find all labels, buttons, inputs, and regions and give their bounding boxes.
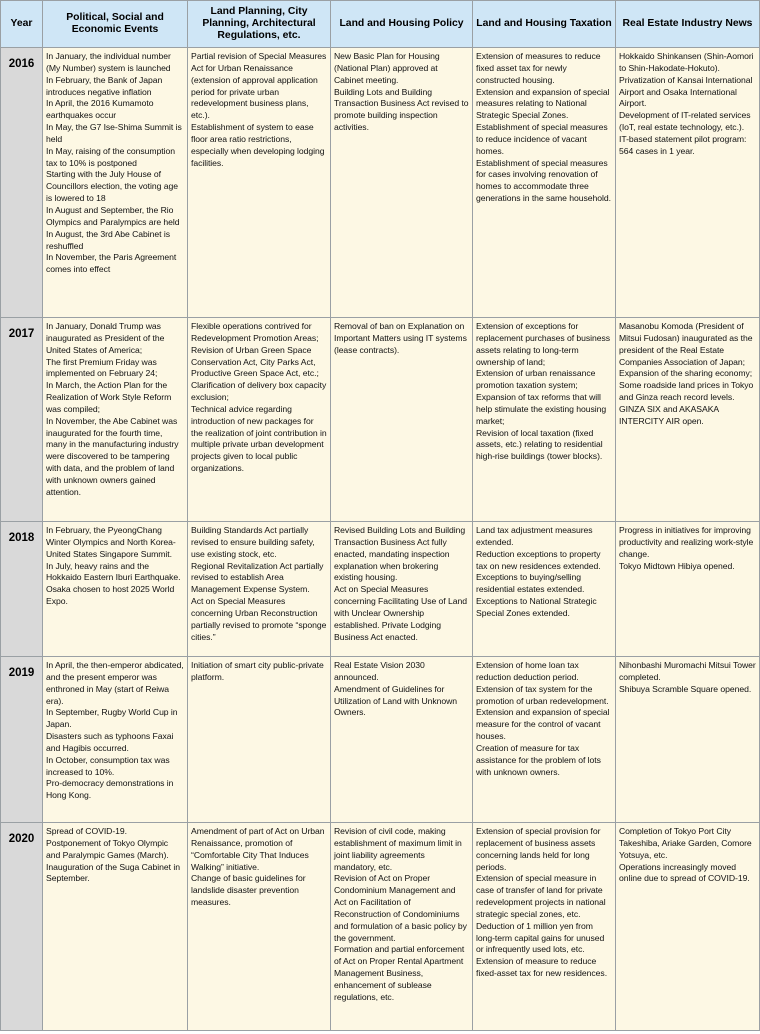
entry-text: In January, Donald Trump was inaugurated as President of the United States of America; <box>46 321 165 355</box>
land-housing-taxation-cell <box>473 522 616 657</box>
entry-text: Osaka chosen to host 2025 World Expo. <box>46 584 175 607</box>
entry-text: In May, the G7 Ise-Shima Summit is held <box>46 122 182 144</box>
entry-text: The first Premium Friday was implemented on February 24; <box>46 356 158 379</box>
table-row-2019 <box>1 657 760 823</box>
entry-text: In November, the Paris Agreement comes into effect <box>46 252 177 275</box>
land-housing-taxation-cell <box>473 48 616 318</box>
entry-text: Extension of home loan tax reduction deduction period. <box>476 660 579 682</box>
real-estate-industry-news-cell <box>616 48 760 318</box>
entry-text: Extension and expansion of special measures relating to National Strategic Special Zones. <box>476 86 610 121</box>
entry-text: Creation of measure for tax assistance for the problem of lots with unknown owners. <box>476 742 601 777</box>
entry-text: GINZA SIX and AKASAKA INTERCITY AIR open. <box>619 403 719 426</box>
entry-text: Postponement of Tokyo Olympic and Paralympic Games (March). <box>46 837 169 860</box>
entry-text: Privatization of Kansai International Airport and Osaka International Airport. <box>619 74 753 109</box>
entry-text: IT-based statement pilot program: 564 cases in 1 year. <box>619 133 747 156</box>
land-housing-policy-cell <box>331 522 473 657</box>
header-land-planning-city-planning: Land Planning, City Planning, Architectural Regulations, etc. <box>188 1 331 48</box>
entry-text: Extension of measure to reduce fixed-asset tax for new residences. <box>476 956 608 979</box>
land-housing-taxation-cell <box>473 657 616 823</box>
entry-text: Amendment of part of Act on Urban Renaissance, promotion of “Comfortable City That Induces Walking” initiative. <box>191 826 325 872</box>
land-housing-policy-cell <box>331 657 473 823</box>
political-social-economic-events-cell <box>43 823 188 1031</box>
header-land-housing-taxation: Land and Housing Taxation <box>473 1 616 48</box>
entry-text: Regional Revitalization Act partially revised to establish Area Management Expense System. <box>191 560 324 595</box>
entry-text: Establishment of system to ease floor area ratio restrictions, especially when developing lodging facilities. <box>191 122 325 168</box>
entry-text: In February, the Bank of Japan introduces negative inflation <box>46 74 163 97</box>
entry-text: Inauguration of the Suga Cabinet in September. <box>46 861 180 884</box>
entry-text: In April, the 2016 Kumamoto earthquakes occur <box>46 98 154 121</box>
entry-text: In March, the Action Plan for the Realization of Work Style Reform was compiled; <box>46 380 172 414</box>
entry-text: Extension of exceptions for replacement purchases of business assets relating to long-term ownership of land; <box>476 321 611 367</box>
year-cell: 2017 <box>1 318 43 522</box>
header-political-social-economic-events: Political, Social and Economic Events <box>43 1 188 48</box>
entry-text: In January, the individual number (My Number) system is launched <box>46 51 171 73</box>
entry-text: Shibuya Scramble Square opened. <box>619 683 752 694</box>
entry-text: Reduction exceptions to property tax on new residences extended. <box>476 548 601 571</box>
year-cell: 2018 <box>1 522 43 657</box>
entry-text: Masanobu Komoda (President of Mitsui Fudosan) inaugurated as the president of the Real Estate Companies Association of Japan; <box>619 321 753 367</box>
political-social-economic-events-cell <box>43 318 188 522</box>
entry-text: Extension of urban renaissance promotion taxation system; <box>476 368 596 391</box>
land-housing-taxation-cell <box>473 823 616 1031</box>
entry-text: Technical advice regarding introduction of new packages for the realization of joint contribution in multiple private urban development projects given to local public organizations. <box>191 403 327 474</box>
entry-text: Act on Special Measures concerning Urban Reconstruction partially revised to promote “sponge cities.” <box>191 596 327 642</box>
entry-text: Expansion of the sharing economy; <box>619 368 753 379</box>
entry-text: Revision of Act on Proper Condominium Management and Act on Facilitation of Reconstruction of Condominiums and formulation of a basic policy by the government. <box>334 873 467 943</box>
entry-text: Real Estate Vision 2030 announced. <box>334 660 425 682</box>
entry-text: In April, the then-emperor abdicated, and the present emperor was enthroned in May (start of Reiwa era). <box>46 660 184 706</box>
header-land-housing-policy: Land and Housing Policy <box>331 1 473 48</box>
entry-text: Formation and partial enforcement of Act on Proper Rental Apartment Management Business, enhancement of sublease regulations, etc. <box>334 944 465 1002</box>
real-estate-industry-news-cell <box>616 522 760 657</box>
entry-text: Hokkaido Shinkansen (Shin-Aomori to Shin-Hakodate-Hokuto). <box>619 51 754 73</box>
land-housing-policy-cell <box>331 48 473 318</box>
entry-text: In May, raising of the consumption tax to 10% is postponed <box>46 145 176 168</box>
land-planning-city-planning-cell <box>188 823 331 1031</box>
entry-text: Revision of local taxation (fixed assets, etc.) relating to residential high-rise buildings (tower blocks). <box>476 427 603 462</box>
entry-text: In October, consumption tax was increased to 10%. <box>46 754 170 777</box>
entry-text: Clarification of delivery box capacity exclusion; <box>191 380 327 403</box>
entry-text: Progress in initiatives for improving productivity and realizing work-style change. <box>619 525 754 559</box>
real-estate-industry-news-cell <box>616 318 760 522</box>
table-row-2016 <box>1 48 760 318</box>
entry-text: Exceptions to National Strategic Special Zones extended. <box>476 596 597 618</box>
entry-text: Land tax adjustment measures extended. <box>476 525 593 547</box>
entry-text: Nihonbashi Muromachi Mitsui Tower completed. <box>619 660 756 682</box>
entry-text: Building Standards Act partially revised to ensure building safety, use existing stock, etc. <box>191 525 315 559</box>
table-row-2018 <box>1 522 760 657</box>
entry-text: Extension and expansion of special measure for the control of vacant houses. <box>476 707 610 742</box>
political-social-economic-events-cell <box>43 522 188 657</box>
entry-text: In August, the 3rd Abe Cabinet is reshuffled <box>46 228 170 251</box>
table-body <box>1 48 760 1031</box>
entry-text: Change of basic guidelines for landslide disaster prevention measures. <box>191 873 306 908</box>
entry-text: Development of IT-related services (IoT, real estate technology, etc.). <box>619 110 751 133</box>
entry-text: Some roadside land prices in Tokyo and Ginza reach record levels. <box>619 380 754 403</box>
entry-text: Starting with the July House of Councillors election, the voting age is lowered to 18 <box>46 169 178 204</box>
header-row <box>1 1 760 48</box>
political-social-economic-events-cell <box>43 48 188 318</box>
entry-text: Deduction of 1 million yen from long-term capital gains for unused or infrequently used lots, etc. <box>476 920 605 955</box>
entry-text: Tokyo Midtown Hibiya opened. <box>619 560 735 571</box>
entry-text: Pro-democracy demonstrations in Hong Kong. <box>46 778 174 801</box>
land-planning-city-planning-cell <box>188 657 331 823</box>
entry-text: In February, the PyeongChang Winter Olympics and North Korea-United States Singapore Summit. <box>46 525 176 559</box>
entry-text: Operations increasingly moved online due to spread of COVID-19. <box>619 861 750 884</box>
entry-text: Establishment of special measures for cases involving renovation of homes to accommodate three generations in the same household. <box>476 157 611 204</box>
real-estate-industry-news-cell <box>616 657 760 823</box>
land-planning-city-planning-cell <box>188 318 331 522</box>
table-row-2020 <box>1 823 760 1031</box>
entry-text: Extension of special provision for replacement of business assets concerning lands held for long periods. <box>476 826 601 872</box>
land-housing-policy-cell <box>331 823 473 1031</box>
header-real-estate-industry-news: Real Estate Industry News <box>616 1 760 48</box>
entry-text: New Basic Plan for Housing (National Plan) approved at Cabinet meeting. <box>334 51 440 85</box>
entry-text: Spread of COVID-19. <box>46 826 128 836</box>
land-planning-city-planning-cell <box>188 522 331 657</box>
entry-text: Act on Special Measures concerning Facilitating Use of Land with Unclear Ownership established. Private Lodging Business Act enacted. <box>334 584 467 642</box>
entry-text: Expansion of tax reforms that will help stimulate the existing housing market; <box>476 392 607 426</box>
entry-text: Amendment of Guidelines for Utilization of Land with Unknown Owners. <box>334 683 458 718</box>
political-social-economic-events-cell <box>43 657 188 823</box>
entry-text: In July, heavy rains and the Hokkaido Eastern Iburi Earthquake. <box>46 560 181 583</box>
entry-text: Building Lots and Building Transaction Business Act revised to promote building inspection activities. <box>334 86 469 133</box>
entry-text: In August and September, the Rio Olympics and Paralympics are held <box>46 204 180 227</box>
entry-text: Exceptions to buying/selling residential estates extended. <box>476 572 585 595</box>
entry-text: Removal of ban on Explanation on Important Matters using IT systems (lease contracts). <box>334 321 467 355</box>
year-cell: 2016 <box>1 48 43 318</box>
entry-text: Establishment of special measures to reduce incidence of vacant homes. <box>476 122 608 156</box>
year-cell: 2020 <box>1 823 43 1031</box>
land-housing-taxation-cell <box>473 318 616 522</box>
entry-text: Revision of civil code, making establishment of maximum limit in joint liability agreements mandatory, etc. <box>334 826 462 872</box>
land-housing-policy-cell <box>331 318 473 522</box>
land-planning-city-planning-cell <box>188 48 331 318</box>
entry-text: Revision of Urban Green Space Conservation Act, City Parks Act, Productive Green Space Act, etc.; <box>191 344 319 379</box>
entry-text: Extension of measures to reduce fixed asset tax for newly constructed housing. <box>476 51 601 85</box>
entry-text: Flexible operations contrived for Redevelopment Promotion Areas; <box>191 321 319 343</box>
entry-text: Initiation of smart city public-private platform. <box>191 660 324 682</box>
entry-text: In November, the Abe Cabinet was inaugurated for the fourth time, many in the manufacturing industry were discovered to be tampering with data, and the problem of land with unknown owners gained attention. <box>46 415 179 497</box>
entry-text: Disasters such as typhoons Faxai and Hagibis occurred. <box>46 731 174 753</box>
entry-text: Extension of special measure in case of transfer of land for private redevelopment projects in national strategic special zones, etc. <box>476 873 606 919</box>
entry-text: Revised Building Lots and Building Transaction Business Act fully enacted, mandating inspection explanation when brokering existing housing. <box>334 525 466 583</box>
year-cell: 2019 <box>1 657 43 823</box>
table-header <box>1 1 760 48</box>
entry-text: Completion of Tokyo Port City Takeshiba, Ariake Garden, Comore Yotsuya, etc. <box>619 826 752 860</box>
header-year: Year <box>1 1 43 48</box>
entry-text: Extension of tax system for the promotion of urban redevelopment. <box>476 683 609 706</box>
entry-text: Partial revision of Special Measures Act for Urban Renaissance (extension of approval application period for private urban redevelopment business plans, etc.). <box>191 51 327 121</box>
table-row-2017 <box>1 318 760 522</box>
real-estate-industry-news-cell <box>616 823 760 1031</box>
entry-text: In September, Rugby World Cup in Japan. <box>46 707 178 730</box>
